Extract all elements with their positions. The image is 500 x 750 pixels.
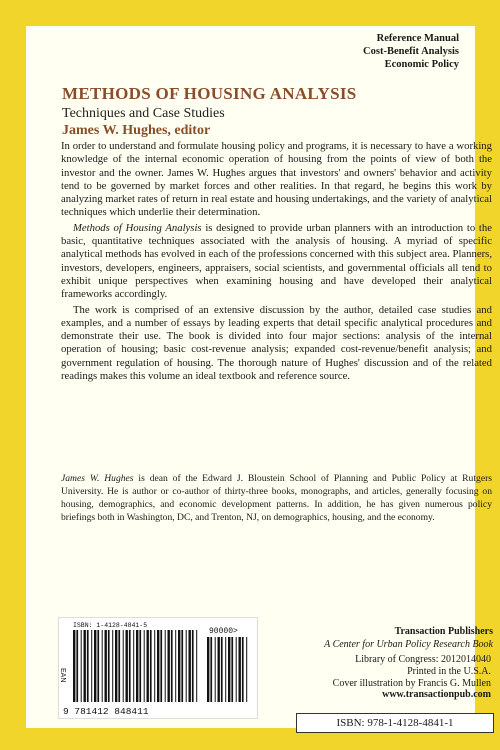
barcode-bar [157,630,159,702]
description-paragraph-3: The work is comprised of an extensive discussion by the author, detailed case studies and examples, and a number of essays by leading experts that detail specific analytical procedures and demonstrate their use. The book is divided into four major sections: analysis of the internal operation of housing; basic cost-revenue analysis; expanded cost-revenue/benefit analysis; and government regulation of housing. The thorough nature of Hughes' discussion and of the related readings makes this volume an ideal textbook and reference source. [61,303,492,383]
category-item: Cost-Benefit Analysis [363,46,459,57]
barcode-bar [108,630,110,702]
barcode-bar [239,637,241,702]
description [61,140,492,383]
barcode-bar [207,637,209,702]
barcode-ean-label: EAN [59,668,66,683]
barcode-bars [73,630,197,702]
publisher-tagline: A Center for Urban Policy Research Book [324,638,493,650]
barcode-bar [136,630,138,702]
barcode-bar [84,630,86,702]
author-bio [61,472,492,524]
barcode-bar [154,630,155,702]
barcode [58,617,258,719]
barcode-bar [215,637,216,702]
barcode-bar [115,630,117,702]
category-item: Reference Manual [376,33,459,44]
barcode-bar [165,630,166,702]
barcode-bar [139,630,141,702]
publication-info [291,654,491,701]
barcode-bar [126,630,128,702]
barcode-bar [218,637,220,702]
barcode-price-code: 90000> [209,627,238,636]
book-title-inline: Methods of Housing Analysis [73,221,202,234]
barcode-bar [105,630,107,702]
barcode-bar [171,630,173,702]
book-subtitle: Techniques and Case Studies [62,106,225,121]
barcode-bar [231,637,233,702]
barcode-bar [73,630,75,702]
author-name: James W. Hughes [61,473,134,484]
barcode-addon-bars [207,637,247,702]
barcode-bar [236,637,237,702]
author-bio-text: is dean of the Edward J. Bloustein School of Planning and Public Policy at Rutgers University. He is author or co-author of thirty-three books, monographs, and articles, generally focusing on housing, demographics, and economic development patterns. In addition, he has given numerous policy briefings both in Washington, DC, and Trenton, NJ, on demographics, housing, and the economy. [61,473,493,523]
description-paragraph-1: In order to understand and formulate housing policy and programs, it is necessary to have a working knowledge of the internal economic operation of housing from the points of view of both the investor and the owner. James W. Hughes argues that investors' and owners' behavior and activity tend to be governed by market forces and other realities. In that regard, he begins this work by analyzing market rates of return in real estate and housing undertakings, and the variety of analytical techniques which underlie their determination. [61,140,492,219]
barcode-bar [144,630,145,702]
printed-in: Printed in the U.S.A. [407,665,491,677]
barcode-bar [196,630,197,702]
barcode-bar [246,637,247,702]
barcode-bar [221,637,223,702]
barcode-bar [123,630,124,702]
barcode-bar [225,637,226,702]
barcode-isbn-text: ISBN: 1-4128-4841-5 [73,622,148,629]
category-list [363,32,459,71]
barcode-graphic [59,618,257,718]
barcode-bar [102,630,103,702]
publisher-block [281,626,493,651]
barcode-bar [97,630,99,702]
barcode-bar [81,630,82,702]
barcode-bar [186,630,187,702]
cover-credit: Cover illustration by Francis G. Mullen [332,677,491,689]
barcode-bar [76,630,78,702]
publisher-name: Transaction Publishers [394,626,493,637]
barcode-bar [181,630,183,702]
description-paragraph-2 [61,222,492,302]
barcode-bar [160,630,162,702]
barcode-bar [91,630,92,702]
description-paragraph-2-text: is designed to provide urban planners with an introduction to the basic, quantitative techniques associated with the analysis of housing. A myriad of specific analytical methods has evolved in each of the professions concerned with this subject area. Planners, investors, developers, engineers, appraisers, social scientists, and governmental officials all tend to exhibit unique perspectives when examining housing and have developed their analytical frameworks accordingly. [61,221,492,301]
barcode-bar [210,637,212,702]
barcode-bar [94,630,96,702]
isbn-label: ISBN: 978-1-4128-4841-1 [296,713,494,733]
barcode-bar [175,630,176,702]
book-title: METHODS OF HOUSING ANALYSIS [62,84,357,103]
library-of-congress: Library of Congress: 2012014040 [355,654,491,665]
barcode-bar [112,630,113,702]
barcode-bar [129,630,131,702]
barcode-digits: 9 781412 848411 [63,706,149,717]
barcode-bar [242,637,244,702]
barcode-bar [150,630,152,702]
publisher-url: www.transactionpub.com [382,689,491,701]
barcode-bar [192,630,194,702]
barcode-bar [147,630,149,702]
barcode-bar [118,630,120,702]
barcode-bar [228,637,230,702]
book-editor: James W. Hughes, editor [62,123,211,138]
barcode-bar [189,630,191,702]
category-item: Economic Policy [384,59,459,70]
barcode-bar [168,630,170,702]
barcode-bar [87,630,89,702]
barcode-bar [133,630,134,702]
barcode-bar [178,630,180,702]
